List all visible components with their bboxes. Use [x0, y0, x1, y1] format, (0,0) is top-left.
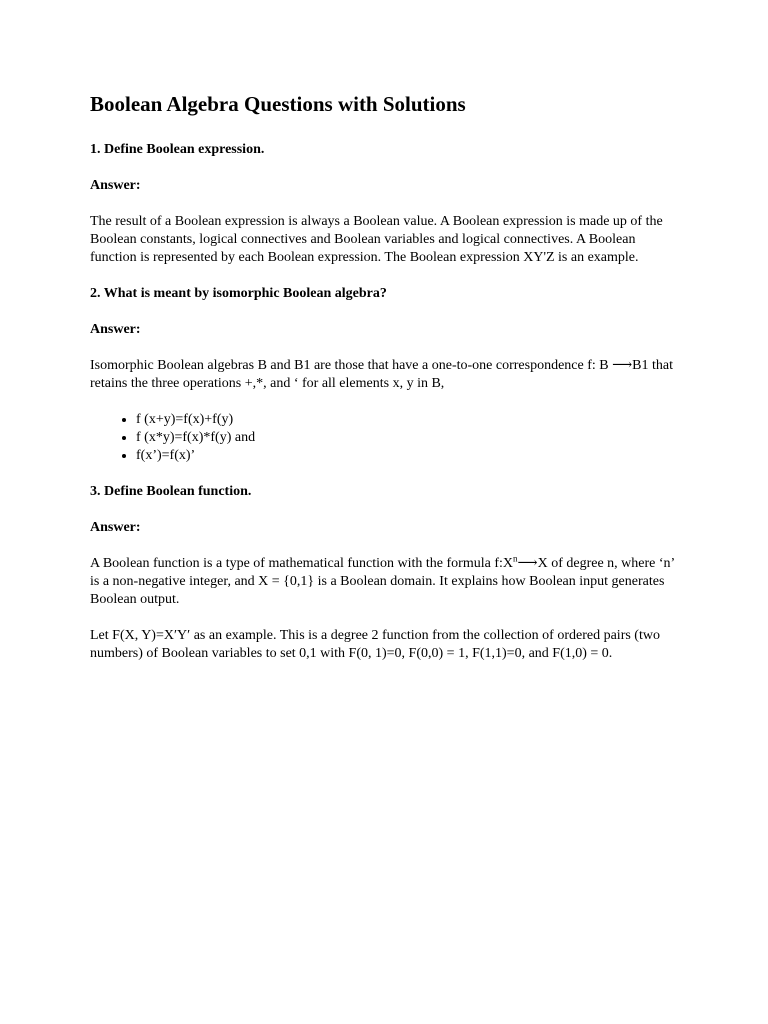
- answer-3-paragraph-1: [90, 555, 682, 609]
- answer-label-3: Answer:: [90, 520, 141, 536]
- document-page: [90, 92, 682, 681]
- operations-list: [90, 411, 682, 465]
- page-title: Boolean Algebra Questions with Solutions: [90, 92, 466, 116]
- question-3: 3. Define Boolean function.: [90, 484, 252, 500]
- question-1: 1. Define Boolean expression.: [90, 142, 265, 158]
- superscript-n: n: [513, 553, 518, 564]
- answer-label-2: Answer:: [90, 322, 141, 338]
- answer-1-paragraph: The result of a Boolean expression is always a Boolean value. A Boolean expression is made up of the Boolean constants, logical connectives and Boolean variables and logical connectives. A Boolean function is represented by each Boolean expression. The Boolean expression XY'Z is an example.: [90, 214, 663, 266]
- answer-3-text-after: ⟶X of degree n, where ‘n’ is a non-negative integer, and X = {0,1} is a Boolean domain. It explains how Boolean input generates Boolean output.: [90, 556, 675, 608]
- list-item: • f(x’)=f(x)’: [136, 447, 682, 465]
- answer-3-paragraph-2: Let F(X, Y)=X′Y′ as an example. This is a degree 2 function from the collection of ordered pairs (two numbers) of Boolean variables to set 0,1 with F(0, 1)=0, F(0,0) = 1, F(1,1)=0, and F(1,0) = 0.: [90, 628, 660, 662]
- answer-3-text-before: A Boolean function is a type of mathematical function with the formula f:X: [90, 556, 514, 572]
- question-2: 2. What is meant by isomorphic Boolean algebra?: [90, 286, 387, 302]
- answer-2-paragraph: Isomorphic Boolean algebras B and B1 are those that have a one-to-one correspondence f: B ⟶B1 that retains the three operations +,*, and ‘ for all elements x, y in B,: [90, 358, 674, 392]
- answer-label-1: Answer:: [90, 178, 141, 194]
- list-item: • f (x+y)=f(x)+f(y): [136, 411, 682, 429]
- list-item: • f (x*y)=f(x)*f(y) and: [136, 429, 682, 447]
